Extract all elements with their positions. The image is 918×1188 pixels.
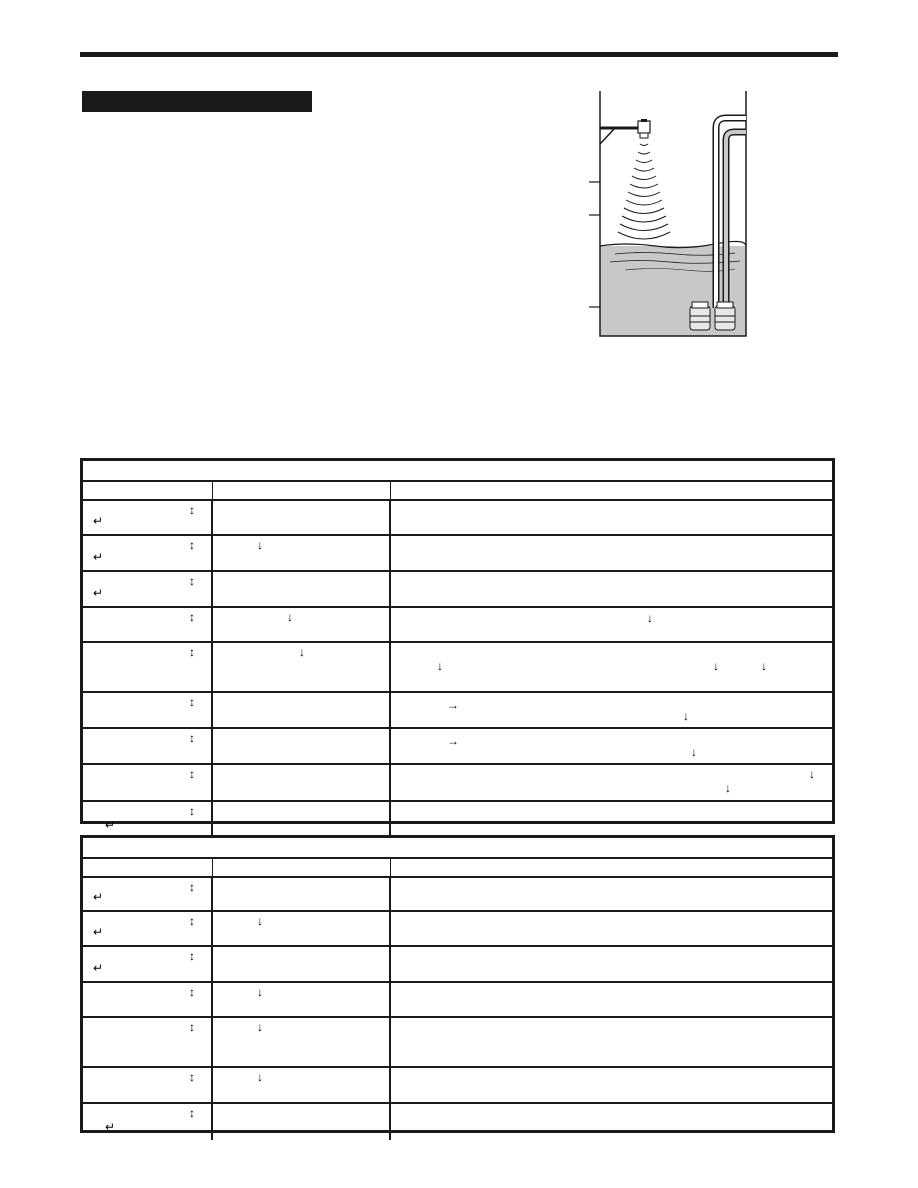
down-arrow-icon: ↓	[437, 659, 443, 673]
table-row	[83, 1018, 832, 1068]
table-title-row	[83, 461, 832, 482]
description-cell	[391, 693, 832, 727]
value-cell	[213, 729, 391, 763]
header-col-2	[213, 859, 391, 876]
parameter-table-2	[80, 835, 835, 1133]
tank-diagram	[585, 88, 755, 338]
value-cell	[213, 643, 391, 691]
table-row	[83, 983, 832, 1018]
key-cell	[83, 1018, 213, 1066]
updown-arrow-icon: ↕	[189, 914, 195, 928]
description-cell	[391, 1018, 832, 1066]
enter-key-icon: ↵	[93, 514, 104, 528]
down-arrow-icon: ↓	[683, 709, 689, 723]
header-col-3	[391, 482, 832, 499]
key-cell	[83, 729, 213, 763]
table-row	[83, 608, 832, 643]
enter-key-icon: ↵	[93, 961, 104, 975]
updown-arrow-icon: ↕	[189, 1106, 195, 1120]
updown-arrow-icon: ↕	[189, 645, 195, 659]
updown-arrow-icon: ↕	[189, 731, 195, 745]
key-cell	[83, 878, 213, 910]
updown-arrow-icon: ↕	[189, 880, 195, 894]
enter-key-icon: ↵	[93, 925, 104, 939]
key-cell	[83, 572, 213, 606]
key-cell	[83, 693, 213, 727]
down-arrow-icon: ↓	[691, 745, 697, 759]
table-row	[83, 729, 832, 765]
updown-arrow-icon: ↕	[189, 985, 195, 999]
updown-arrow-icon: ↕	[189, 767, 195, 781]
table-row	[83, 1068, 832, 1104]
down-arrow-icon: ↓	[761, 659, 767, 673]
top-rule	[80, 52, 838, 57]
down-arrow-icon: ↓	[257, 1020, 263, 1034]
value-cell	[213, 536, 391, 570]
enter-key-icon: ↵	[93, 890, 104, 904]
table-row	[83, 765, 832, 802]
updown-arrow-icon: ↕	[189, 610, 195, 624]
table-body	[83, 501, 832, 838]
description-cell	[391, 947, 832, 981]
updown-arrow-icon: ↕	[189, 574, 195, 588]
ultrasonic-beam-icon	[618, 144, 670, 239]
down-arrow-icon: ↓	[299, 645, 305, 659]
key-cell	[83, 643, 213, 691]
key-cell	[83, 983, 213, 1016]
description-cell	[391, 1104, 832, 1140]
key-cell	[83, 802, 213, 838]
value-cell	[213, 608, 391, 641]
enter-key-icon: ↵	[93, 586, 104, 600]
right-arrow-icon: →	[447, 734, 459, 748]
description-cell	[391, 983, 832, 1016]
header-col-1	[83, 859, 213, 876]
description-cell	[391, 536, 832, 570]
table-row	[83, 501, 832, 536]
down-arrow-icon: ↓	[257, 1070, 263, 1084]
down-arrow-icon: ↓	[647, 611, 653, 625]
table-row	[83, 572, 832, 608]
value-cell	[213, 947, 391, 981]
value-cell	[213, 1018, 391, 1066]
table-row	[83, 912, 832, 947]
table-header-row	[83, 482, 832, 501]
value-cell	[213, 878, 391, 910]
description-cell	[391, 802, 832, 838]
key-cell	[83, 1068, 213, 1102]
key-cell	[83, 765, 213, 800]
updown-arrow-icon: ↕	[189, 538, 195, 552]
down-arrow-icon: ↓	[257, 538, 263, 552]
value-cell	[213, 1104, 391, 1140]
value-cell	[213, 912, 391, 945]
updown-arrow-icon: ↕	[189, 1020, 195, 1034]
description-cell	[391, 608, 832, 641]
value-cell	[213, 983, 391, 1016]
key-cell	[83, 912, 213, 945]
description-cell	[391, 1068, 832, 1102]
table-row	[83, 947, 832, 983]
value-cell	[213, 572, 391, 606]
key-cell	[83, 501, 213, 534]
down-arrow-icon: ↓	[713, 659, 719, 673]
down-arrow-icon: ↓	[809, 767, 815, 781]
section-title-bar	[82, 91, 312, 112]
right-arrow-icon: →	[447, 698, 459, 712]
description-cell	[391, 729, 832, 763]
enter-key-icon: ↵	[105, 1120, 116, 1134]
table-row	[83, 1104, 832, 1140]
updown-arrow-icon: ↕	[189, 804, 195, 818]
key-cell	[83, 1104, 213, 1140]
updown-arrow-icon: ↕	[189, 949, 195, 963]
table-row	[83, 878, 832, 912]
key-cell	[83, 608, 213, 641]
description-cell	[391, 572, 832, 606]
value-cell	[213, 802, 391, 838]
description-cell	[391, 643, 832, 691]
sensor-bracket-icon	[600, 119, 650, 144]
down-arrow-icon: ↓	[725, 781, 731, 795]
updown-arrow-icon: ↕	[189, 695, 195, 709]
description-cell	[391, 878, 832, 910]
updown-arrow-icon: ↕	[189, 1070, 195, 1084]
table-body	[83, 878, 832, 1140]
table-title-row	[83, 838, 832, 859]
header-col-1	[83, 482, 213, 499]
table-row	[83, 643, 832, 693]
value-cell	[213, 693, 391, 727]
key-cell	[83, 536, 213, 570]
table-header-row	[83, 859, 832, 878]
description-cell	[391, 765, 832, 800]
table-row	[83, 536, 832, 572]
down-arrow-icon: ↓	[257, 985, 263, 999]
description-cell	[391, 501, 832, 534]
value-cell	[213, 501, 391, 534]
down-arrow-icon: ↓	[257, 914, 263, 928]
description-cell	[391, 912, 832, 945]
value-cell	[213, 1068, 391, 1102]
enter-key-icon: ↵	[105, 818, 116, 832]
value-cell	[213, 765, 391, 800]
header-col-3	[391, 859, 832, 876]
table-row	[83, 802, 832, 838]
updown-arrow-icon: ↕	[189, 503, 195, 517]
key-cell	[83, 947, 213, 981]
down-arrow-icon: ↓	[287, 610, 293, 624]
enter-key-icon: ↵	[93, 550, 104, 564]
parameter-table-1	[80, 458, 835, 832]
header-col-2	[213, 482, 391, 499]
table-row	[83, 693, 832, 729]
